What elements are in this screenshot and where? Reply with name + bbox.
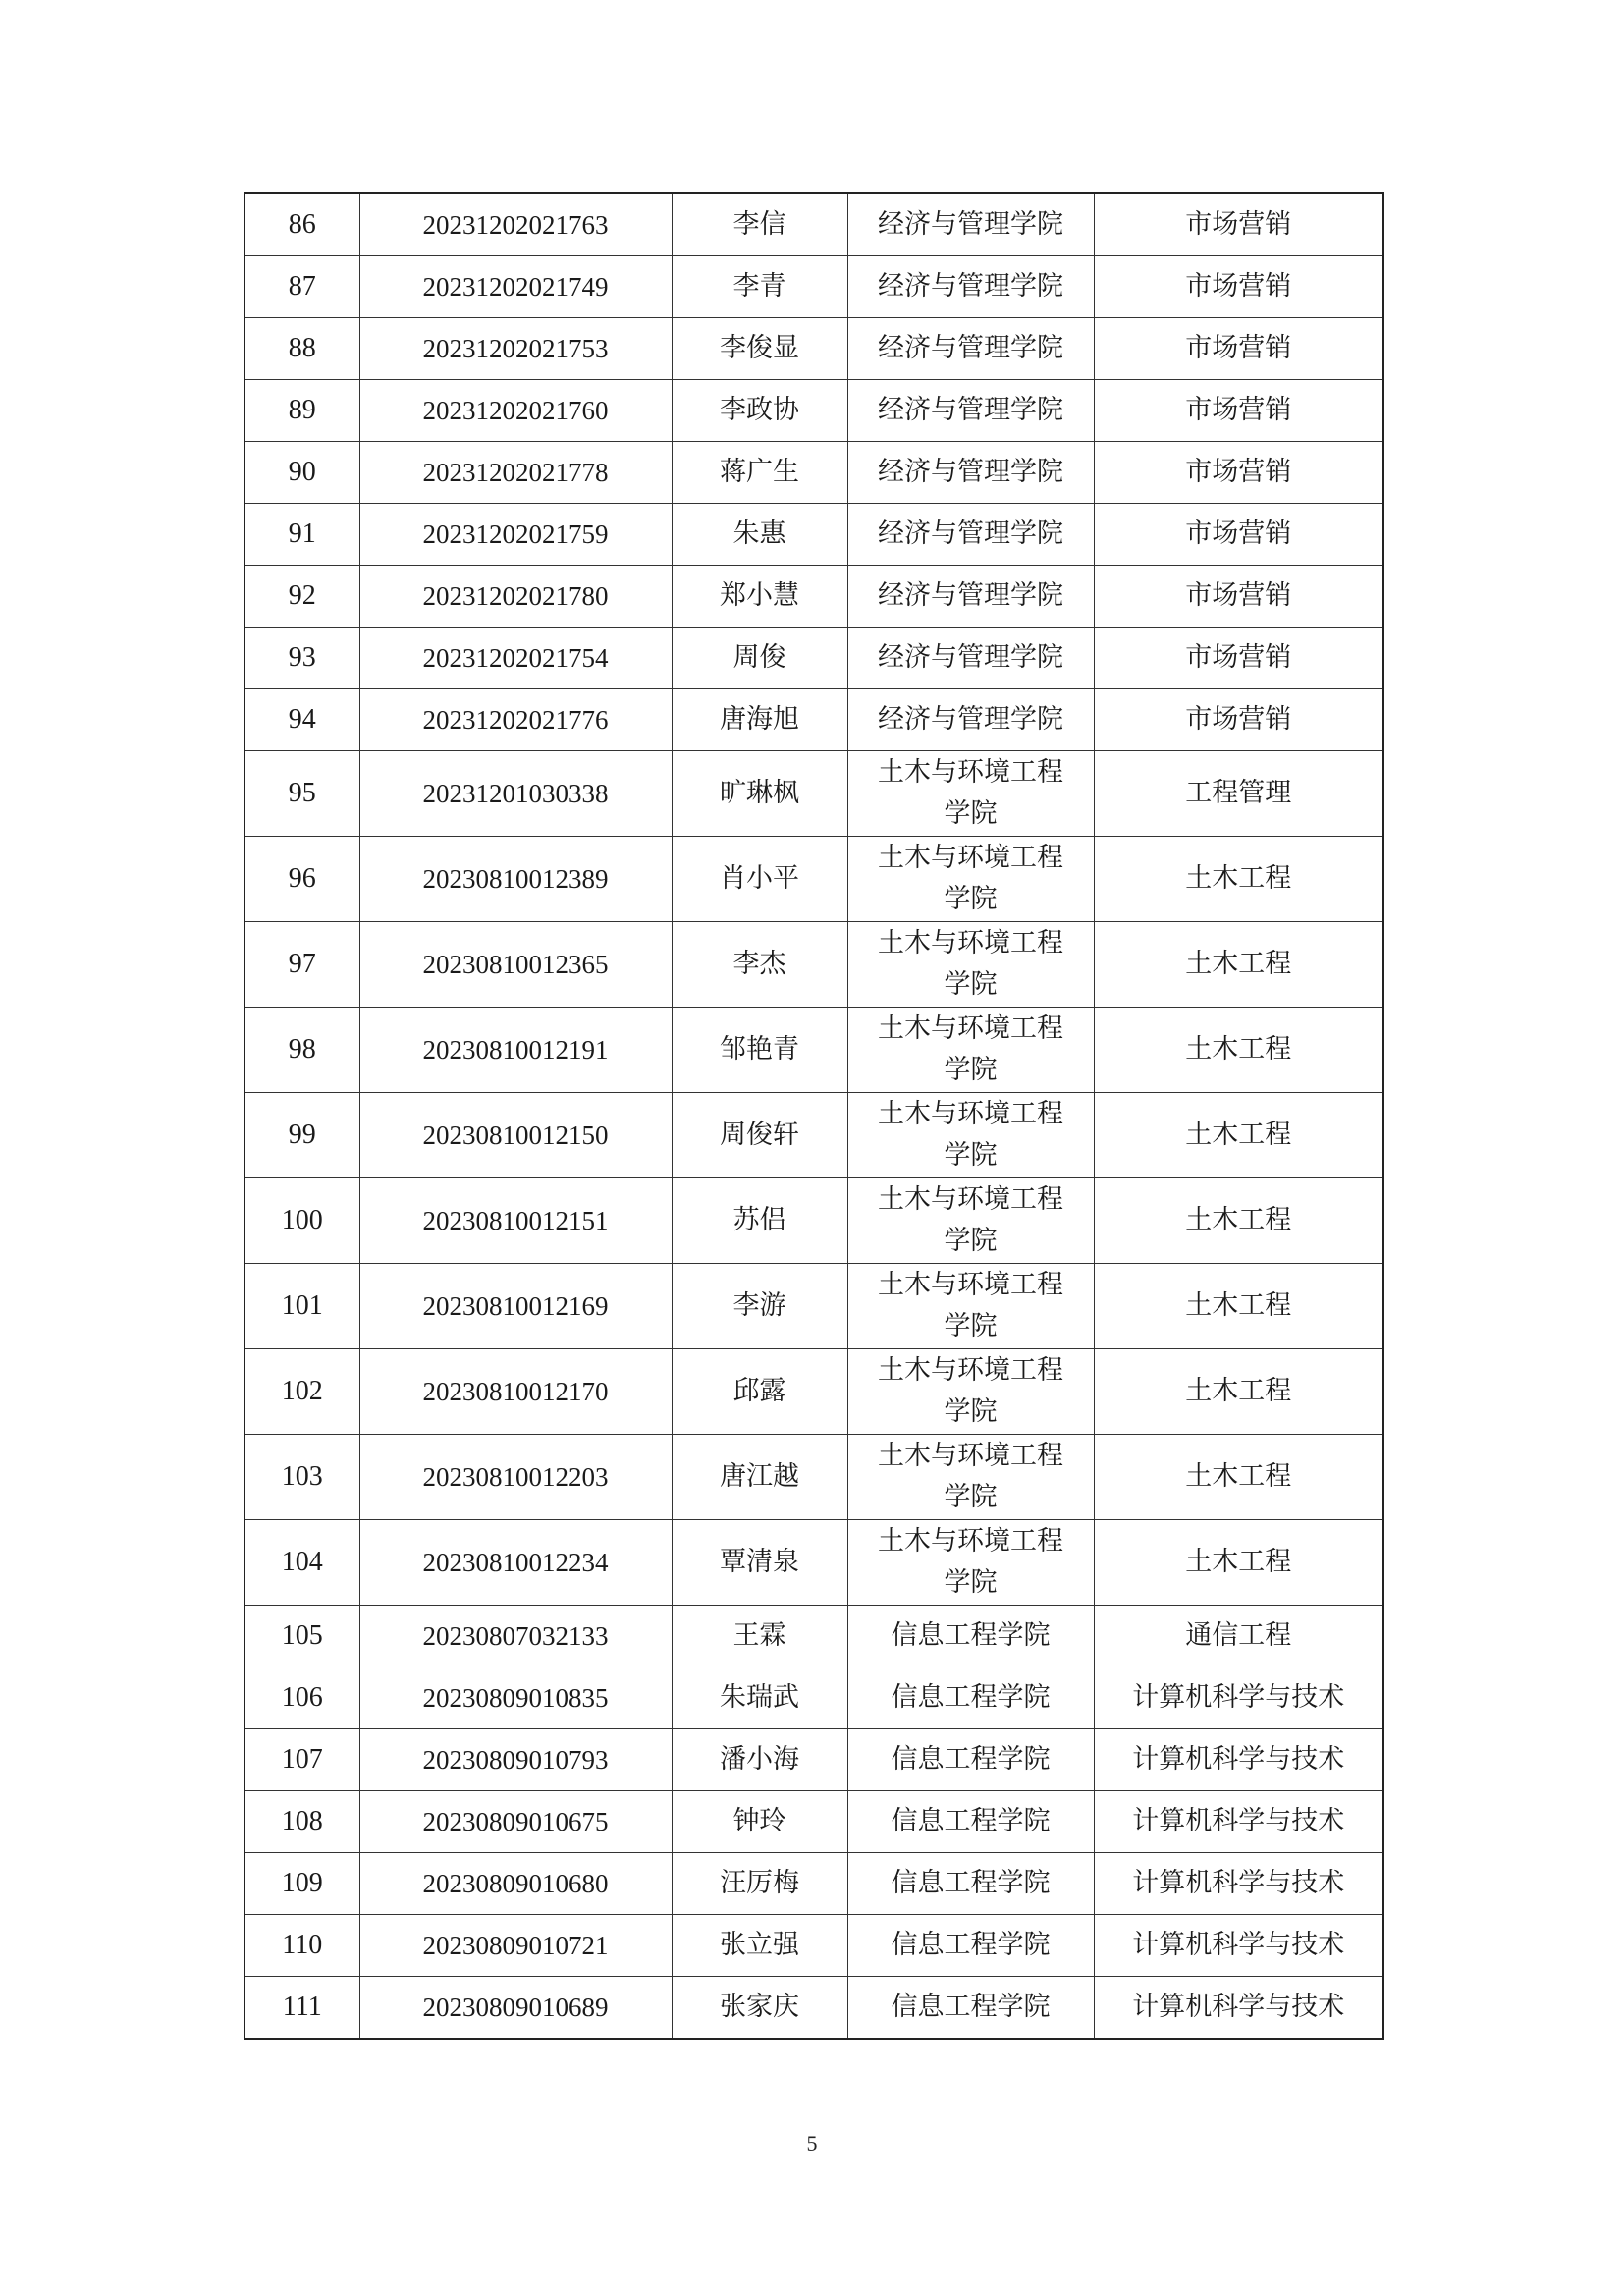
table-row bbox=[244, 922, 1383, 1008]
row-number: 105 bbox=[244, 1606, 359, 1667]
row-number: 94 bbox=[244, 689, 359, 751]
student-name: 王霖 bbox=[672, 1606, 847, 1667]
major-name: 市场营销 bbox=[1094, 504, 1383, 566]
student-name: 蒋广生 bbox=[672, 442, 847, 504]
table-row bbox=[244, 566, 1383, 628]
table-row bbox=[244, 1915, 1383, 1977]
college-name: 信息工程学院 bbox=[847, 1729, 1094, 1791]
table-row bbox=[244, 1729, 1383, 1791]
student-name: 周俊 bbox=[672, 628, 847, 689]
major-name: 土木工程 bbox=[1094, 837, 1383, 922]
row-number: 87 bbox=[244, 256, 359, 318]
college-name: 土木与环境工程学院 bbox=[847, 1349, 1094, 1435]
student-name: 唐江越 bbox=[672, 1435, 847, 1520]
table-row bbox=[244, 1977, 1383, 2040]
student-name: 张家庆 bbox=[672, 1977, 847, 2040]
student-name: 张立强 bbox=[672, 1915, 847, 1977]
table-row bbox=[244, 1349, 1383, 1435]
student-id: 20230809010675 bbox=[359, 1791, 672, 1853]
student-id: 20231201030338 bbox=[359, 751, 672, 837]
student-name: 李杰 bbox=[672, 922, 847, 1008]
major-name: 计算机科学与技术 bbox=[1094, 1853, 1383, 1915]
row-number: 97 bbox=[244, 922, 359, 1008]
college-name: 经济与管理学院 bbox=[847, 628, 1094, 689]
major-name: 市场营销 bbox=[1094, 380, 1383, 442]
student-name: 朱惠 bbox=[672, 504, 847, 566]
college-name: 土木与环境工程学院 bbox=[847, 837, 1094, 922]
page-number: 5 bbox=[806, 2131, 818, 2156]
college-name: 土木与环境工程学院 bbox=[847, 1008, 1094, 1093]
major-name: 土木工程 bbox=[1094, 1349, 1383, 1435]
table-row bbox=[244, 380, 1383, 442]
student-name: 旷琳枫 bbox=[672, 751, 847, 837]
college-name: 土木与环境工程学院 bbox=[847, 1435, 1094, 1520]
student-name: 李俊显 bbox=[672, 318, 847, 380]
student-id: 20231202021749 bbox=[359, 256, 672, 318]
student-name: 钟玲 bbox=[672, 1791, 847, 1853]
student-id: 20230809010835 bbox=[359, 1667, 672, 1729]
table-row bbox=[244, 1093, 1383, 1178]
student-id: 20230809010689 bbox=[359, 1977, 672, 2040]
major-name: 市场营销 bbox=[1094, 256, 1383, 318]
row-number: 98 bbox=[244, 1008, 359, 1093]
major-name: 市场营销 bbox=[1094, 628, 1383, 689]
major-name: 市场营销 bbox=[1094, 442, 1383, 504]
student-name: 唐海旭 bbox=[672, 689, 847, 751]
college-name: 土木与环境工程学院 bbox=[847, 1093, 1094, 1178]
college-name: 土木与环境工程学院 bbox=[847, 1264, 1094, 1349]
student-roster-table bbox=[244, 192, 1384, 2040]
student-name: 李青 bbox=[672, 256, 847, 318]
row-number: 93 bbox=[244, 628, 359, 689]
major-name: 工程管理 bbox=[1094, 751, 1383, 837]
student-id: 20230810012389 bbox=[359, 837, 672, 922]
roster-body bbox=[244, 193, 1383, 2039]
table-row bbox=[244, 1264, 1383, 1349]
row-number: 96 bbox=[244, 837, 359, 922]
row-number: 89 bbox=[244, 380, 359, 442]
major-name: 土木工程 bbox=[1094, 1520, 1383, 1606]
table-row bbox=[244, 1791, 1383, 1853]
college-name: 经济与管理学院 bbox=[847, 193, 1094, 256]
table-row bbox=[244, 837, 1383, 922]
major-name: 计算机科学与技术 bbox=[1094, 1915, 1383, 1977]
student-id: 20230810012191 bbox=[359, 1008, 672, 1093]
row-number: 92 bbox=[244, 566, 359, 628]
student-id: 20230810012169 bbox=[359, 1264, 672, 1349]
table-row bbox=[244, 442, 1383, 504]
student-id: 20231202021759 bbox=[359, 504, 672, 566]
major-name: 土木工程 bbox=[1094, 922, 1383, 1008]
college-name: 经济与管理学院 bbox=[847, 380, 1094, 442]
major-name: 土木工程 bbox=[1094, 1264, 1383, 1349]
college-name: 信息工程学院 bbox=[847, 1791, 1094, 1853]
student-id: 20231202021760 bbox=[359, 380, 672, 442]
student-id: 20231202021763 bbox=[359, 193, 672, 256]
student-id: 20230810012150 bbox=[359, 1093, 672, 1178]
student-id: 20230809010680 bbox=[359, 1853, 672, 1915]
major-name: 计算机科学与技术 bbox=[1094, 1729, 1383, 1791]
college-name: 信息工程学院 bbox=[847, 1977, 1094, 2040]
table-row bbox=[244, 1178, 1383, 1264]
student-name: 潘小海 bbox=[672, 1729, 847, 1791]
college-name: 土木与环境工程学院 bbox=[847, 1178, 1094, 1264]
student-id: 20230810012365 bbox=[359, 922, 672, 1008]
student-name: 周俊轩 bbox=[672, 1093, 847, 1178]
major-name: 市场营销 bbox=[1094, 566, 1383, 628]
college-name: 经济与管理学院 bbox=[847, 442, 1094, 504]
student-id: 20230810012151 bbox=[359, 1178, 672, 1264]
college-name: 土木与环境工程学院 bbox=[847, 751, 1094, 837]
row-number: 100 bbox=[244, 1178, 359, 1264]
row-number: 101 bbox=[244, 1264, 359, 1349]
row-number: 104 bbox=[244, 1520, 359, 1606]
row-number: 91 bbox=[244, 504, 359, 566]
college-name: 信息工程学院 bbox=[847, 1667, 1094, 1729]
college-name: 经济与管理学院 bbox=[847, 504, 1094, 566]
major-name: 通信工程 bbox=[1094, 1606, 1383, 1667]
table-row bbox=[244, 193, 1383, 256]
student-name: 邹艳青 bbox=[672, 1008, 847, 1093]
table-row bbox=[244, 1008, 1383, 1093]
row-number: 88 bbox=[244, 318, 359, 380]
student-id: 20230810012234 bbox=[359, 1520, 672, 1606]
table-row bbox=[244, 1520, 1383, 1606]
major-name: 计算机科学与技术 bbox=[1094, 1977, 1383, 2040]
college-name: 土木与环境工程学院 bbox=[847, 1520, 1094, 1606]
major-name: 市场营销 bbox=[1094, 193, 1383, 256]
major-name: 土木工程 bbox=[1094, 1093, 1383, 1178]
row-number: 107 bbox=[244, 1729, 359, 1791]
student-name: 苏侣 bbox=[672, 1178, 847, 1264]
student-id: 20231202021776 bbox=[359, 689, 672, 751]
student-name: 邱露 bbox=[672, 1349, 847, 1435]
row-number: 86 bbox=[244, 193, 359, 256]
major-name: 市场营销 bbox=[1094, 318, 1383, 380]
table-row bbox=[244, 1435, 1383, 1520]
student-id: 20231202021754 bbox=[359, 628, 672, 689]
student-id: 20230810012170 bbox=[359, 1349, 672, 1435]
table-row bbox=[244, 318, 1383, 380]
row-number: 102 bbox=[244, 1349, 359, 1435]
student-id: 20231202021778 bbox=[359, 442, 672, 504]
row-number: 110 bbox=[244, 1915, 359, 1977]
row-number: 99 bbox=[244, 1093, 359, 1178]
student-name: 朱瑞武 bbox=[672, 1667, 847, 1729]
table-row bbox=[244, 1853, 1383, 1915]
student-id: 20231202021753 bbox=[359, 318, 672, 380]
student-name: 汪厉梅 bbox=[672, 1853, 847, 1915]
student-id: 20230807032133 bbox=[359, 1606, 672, 1667]
major-name: 土木工程 bbox=[1094, 1435, 1383, 1520]
student-id: 20230809010721 bbox=[359, 1915, 672, 1977]
college-name: 经济与管理学院 bbox=[847, 318, 1094, 380]
table-row bbox=[244, 256, 1383, 318]
student-name: 覃清泉 bbox=[672, 1520, 847, 1606]
college-name: 信息工程学院 bbox=[847, 1853, 1094, 1915]
student-name: 李信 bbox=[672, 193, 847, 256]
table-row bbox=[244, 689, 1383, 751]
table-row bbox=[244, 504, 1383, 566]
student-name: 李政协 bbox=[672, 380, 847, 442]
table-row bbox=[244, 628, 1383, 689]
row-number: 109 bbox=[244, 1853, 359, 1915]
student-name: 李游 bbox=[672, 1264, 847, 1349]
student-name: 肖小平 bbox=[672, 837, 847, 922]
table-row bbox=[244, 751, 1383, 837]
major-name: 土木工程 bbox=[1094, 1008, 1383, 1093]
row-number: 103 bbox=[244, 1435, 359, 1520]
major-name: 计算机科学与技术 bbox=[1094, 1667, 1383, 1729]
college-name: 经济与管理学院 bbox=[847, 566, 1094, 628]
row-number: 95 bbox=[244, 751, 359, 837]
college-name: 信息工程学院 bbox=[847, 1915, 1094, 1977]
college-name: 经济与管理学院 bbox=[847, 689, 1094, 751]
college-name: 经济与管理学院 bbox=[847, 256, 1094, 318]
row-number: 90 bbox=[244, 442, 359, 504]
major-name: 计算机科学与技术 bbox=[1094, 1791, 1383, 1853]
student-id: 20231202021780 bbox=[359, 566, 672, 628]
table-row bbox=[244, 1667, 1383, 1729]
row-number: 108 bbox=[244, 1791, 359, 1853]
table-row bbox=[244, 1606, 1383, 1667]
student-id: 20230809010793 bbox=[359, 1729, 672, 1791]
student-id: 20230810012203 bbox=[359, 1435, 672, 1520]
row-number: 106 bbox=[244, 1667, 359, 1729]
college-name: 土木与环境工程学院 bbox=[847, 922, 1094, 1008]
student-name: 郑小慧 bbox=[672, 566, 847, 628]
major-name: 土木工程 bbox=[1094, 1178, 1383, 1264]
college-name: 信息工程学院 bbox=[847, 1606, 1094, 1667]
major-name: 市场营销 bbox=[1094, 689, 1383, 751]
row-number: 111 bbox=[244, 1977, 359, 2040]
